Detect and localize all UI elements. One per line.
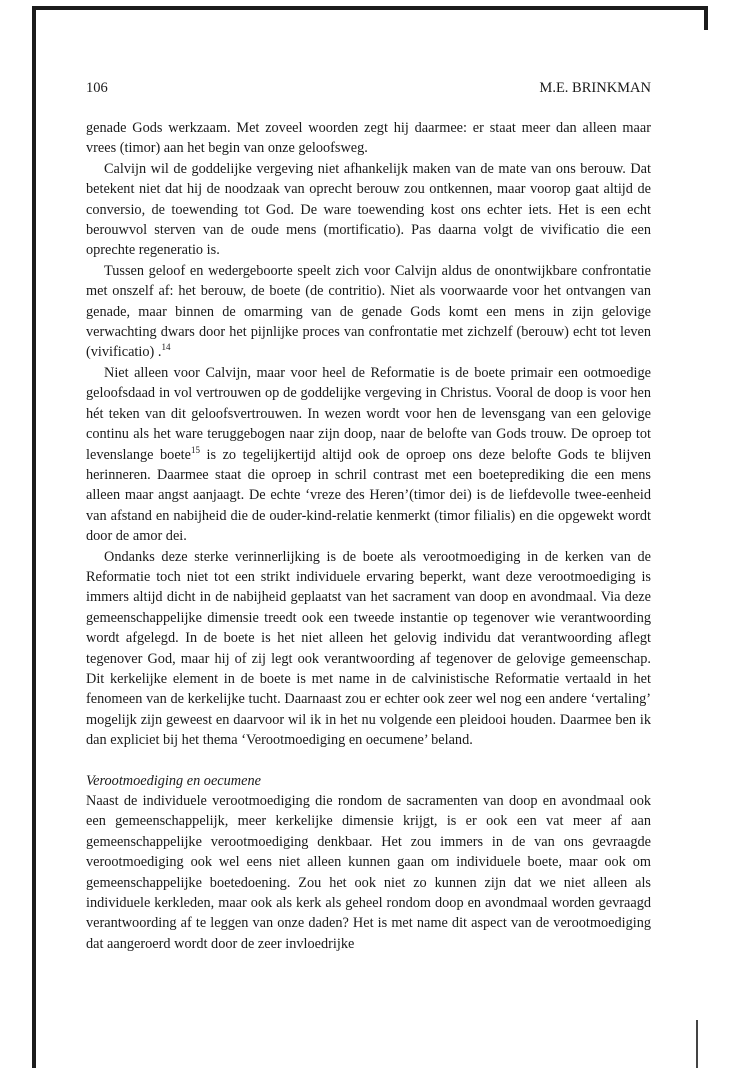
running-head: M.E. BRINKMAN <box>539 80 651 96</box>
body-text <box>86 118 651 954</box>
paragraph-4 <box>86 363 651 547</box>
scan-edge-top <box>32 6 708 10</box>
paragraph-6: Naast de individuele verootmoediging die rondom de sacramenten van doop en avondmaal ook een gemeenschappelijk, meer kerkelijke dimensie krijgt, is er ook een vat meer af aan gemeenschappelijke verootmoediging denkbaar. Het zou immers in de van ons gevraagde verootmoediging ook wel eens niet alleen kunnen gaan om individuele boete, maar ook om gemeenschappelijke boetedoening. Zou het ook niet zo kunnen zijn dat we niet alleen als individuele kerkleden, maar ook als kerk als geheel rondom doop en avondmaal worden gevraagd verantwoording af te leggen van onze daden? Het is met name dit aspect van de verootmoediging dat aangeroerd wordt door de zeer invloedrijke <box>86 793 651 952</box>
scan-edge-left <box>32 6 36 1068</box>
paragraph-5: Ondanks deze sterke verinnerlijking is de boete als verootmoediging in de kerken van de Reformatie toch niet tot een strikt individuele ervaring beperkt, want deze verootmoediging is immers altijd dicht in de nabijheid geplaatst van het sacrament van doop en avondmaal. Via deze gemeenschappelijke dimensie treedt ook een tweede instantie op tegenover wie verantwoording wordt afgelegd. In de boete is het niet alleen het gelovig individu dat verantwoording aflegt tegenover God, maar hij of zij legt ook verantwoording af tegenover de gelovige gemeenschap. Dit kerkelijke element in de boete is met name in de calvinistische Reformatie vertaald in het fenomeen van de kerkelijke tucht. Daarnaast zou er echter ook zeer wel nog een andere ‘vertaling’ mogelijk zijn geweest en daarvoor wil ik in het nu volgende een pleidooi houden. Daarmee ben ik dan expliciet bij het thema ‘Verootmoediging en oecumene’ beland. <box>86 548 651 749</box>
footnote-ref-14: 14 <box>161 342 171 353</box>
scan-edge-right <box>704 6 708 30</box>
scan-edge-right-lower <box>696 1020 698 1068</box>
paragraph-4-text-a: Niet alleen voor Calvijn, maar voor heel de Reformatie is de boete primair een ootmoedige geloofsdaad in vol vertrouwen op de goddelijke vergeving in Christus. Vooral de doop is voor hen hét teken van dit geloofsvertrouwen. In wezen wordt voor hen de levensgang van een gelovige continu als het ware teruggebogen naar zijn doop, naar de belofte van Gods trouw. De oproep tot levenslange boete <box>86 364 651 463</box>
paragraph-2: Calvijn wil de goddelijke vergeving niet afhankelijk maken van de mate van ons berouw. Dat betekent niet dat hij de noodzaak van oprecht berouw zou ontkennen, maar voorop gaat altijd de conversio, de toewending tot God. De ware toewending kost ons echter iets. Het is een echt berouwvol sterven van de oude mens (mortificatio). Pas daarna volgt de vivificatio die een oprechte regeneratio is. <box>86 160 651 259</box>
paragraph-1: genade Gods werkzaam. Met zoveel woorden zegt hij daarmee: er staat meer dan alleen maar vrees (timor) aan het begin van onze geloofsweg. <box>86 120 651 157</box>
page-number: 106 <box>86 80 108 96</box>
paragraph-3-text: Tussen geloof en wedergeboorte speelt zich voor Calvijn aldus de onontwijkbare confrontatie met onszelf af: het berouw, de boete (de contritio). Niet als voorwaarde voor het ontvangen van genade, maar binnen de omarming van de genade Gods komt een mens in zijn gelovige verwachting dwars door het pijnlijke proces van confrontatie met zichzelf (berouw) echt tot leven (vivificatio) . <box>86 262 651 361</box>
footnote-ref-15: 15 <box>190 444 200 455</box>
paragraph-3 <box>86 261 651 363</box>
page-header <box>86 79 651 97</box>
section-heading: Verootmoediging en oecumene <box>86 772 261 789</box>
paragraph-4-text-b: is zo tegelijkertijd altijd ook de oproep ons deze belofte Gods te blijven herinneren. Daarmee staat die oproep in schril contrast met een boeteprediking die een mens alleen maar angst aanjaagt. De echte ‘vreze des Heren’(timor dei) is de liefdevolle twee-eenheid van afstand en nabijheid die de ouder-kind-relatie kenmerkt (timor filialis) en die opgewekt wordt door de amor dei. <box>86 446 651 545</box>
